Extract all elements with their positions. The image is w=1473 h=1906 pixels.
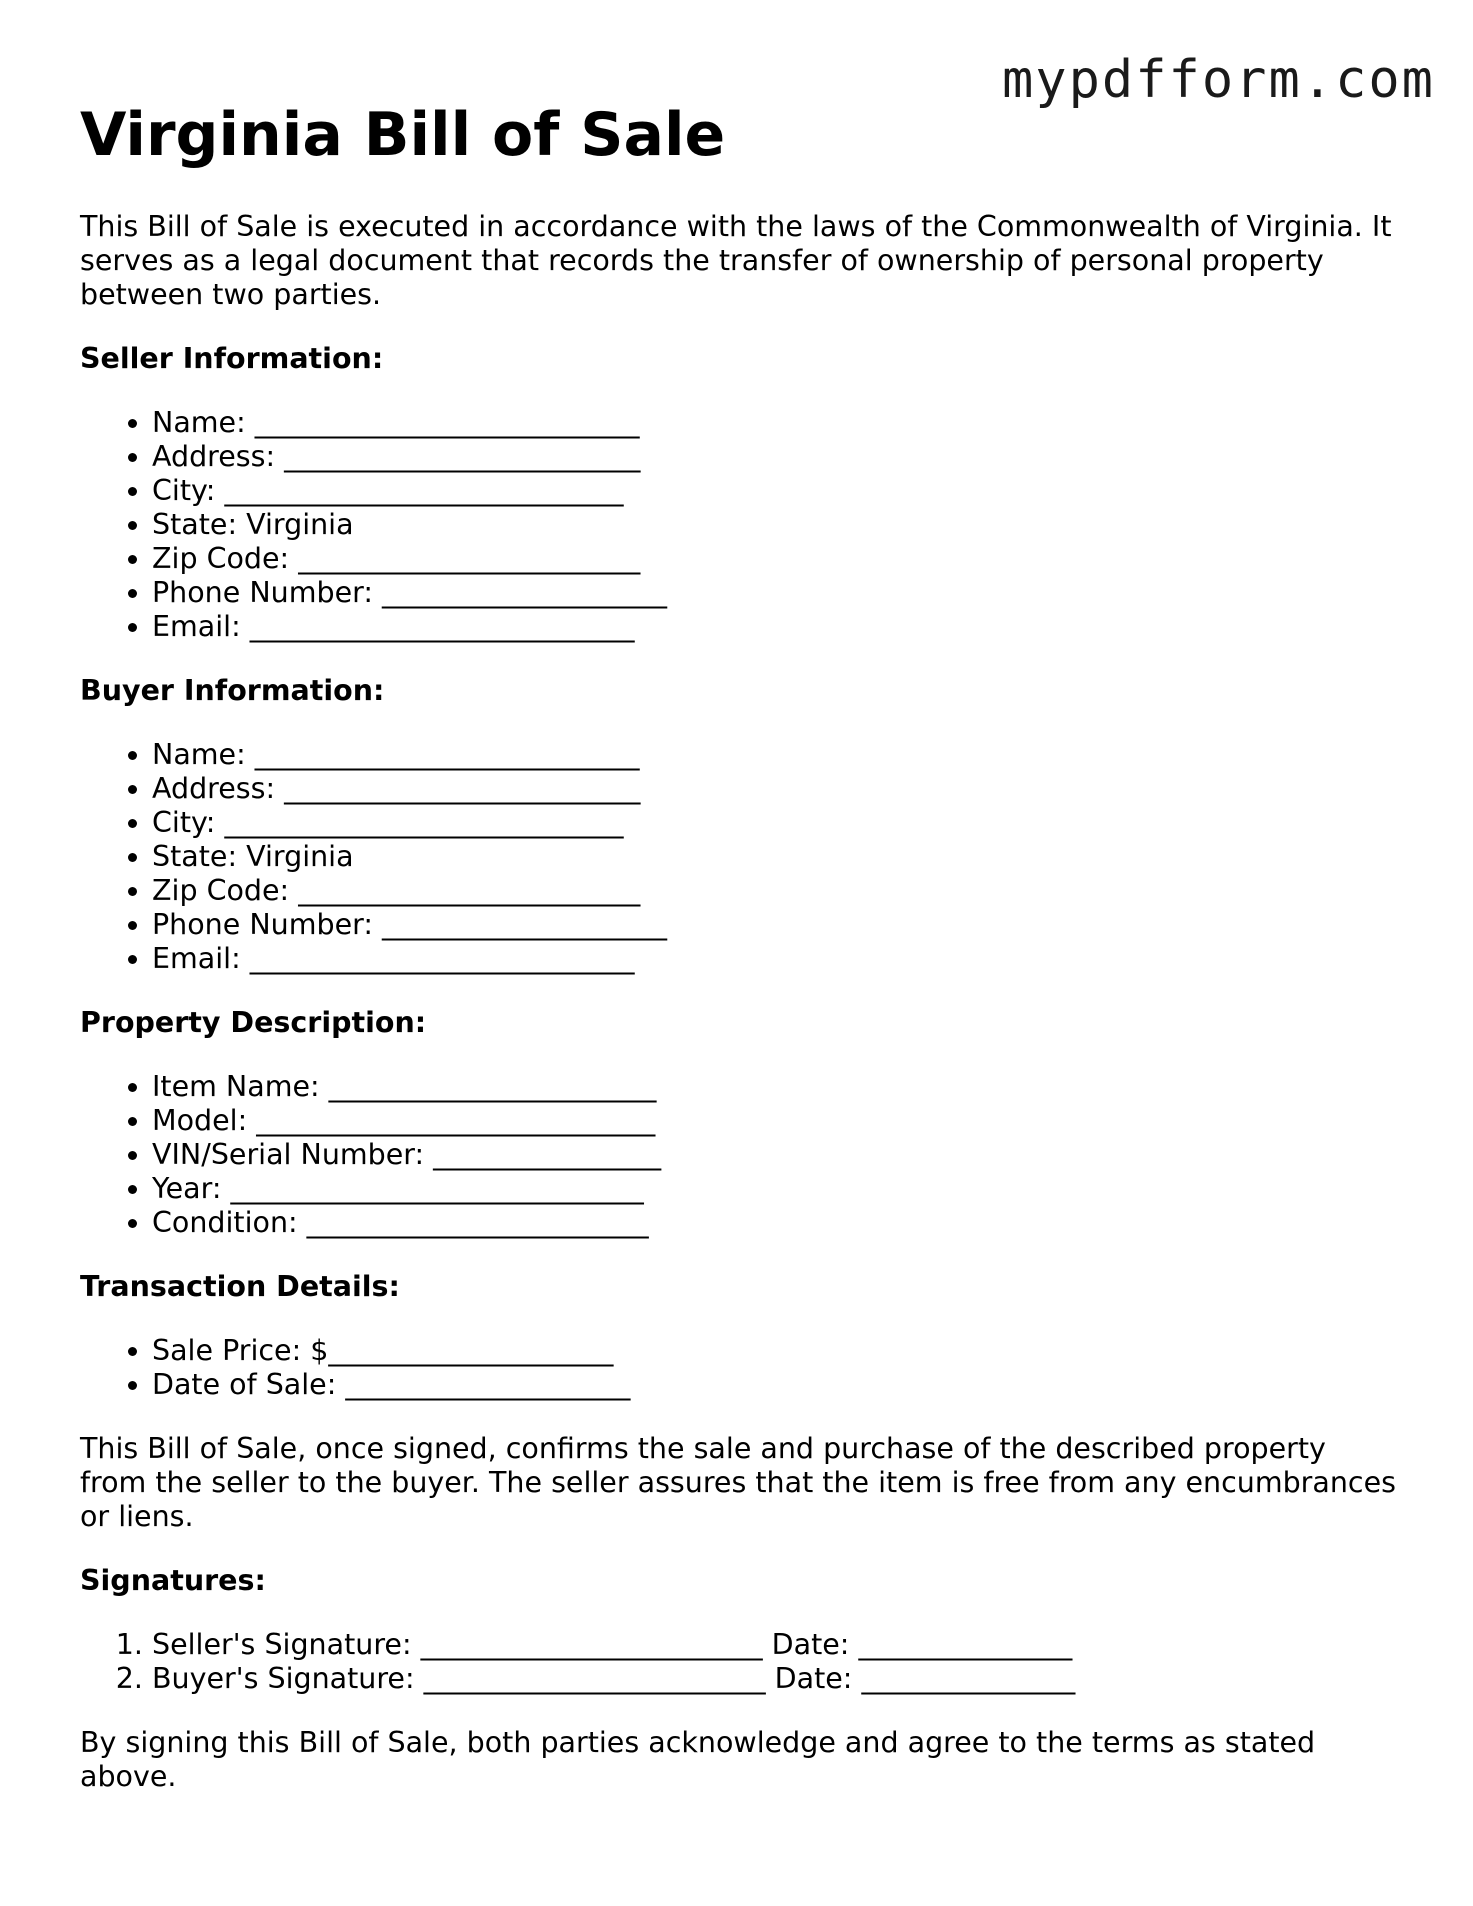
intro-paragraph: This Bill of Sale is executed in accordance with the laws of the Commonwealth of Virginia. It serves as a legal document that records the transfer of ownership of personal property between two parties. [80, 210, 1392, 311]
confirmation-paragraph: This Bill of Sale, once signed, confirms the sale and purchase of the described property from the seller to the buyer. The seller assures that the item is free from any encumbrances or liens. [80, 1432, 1396, 1533]
buyer-city-field: • City: ____________________________ [152, 806, 1400, 840]
property-list [80, 1070, 1400, 1240]
date-of-sale-field: • Date of Sale: ____________________ [152, 1368, 1400, 1402]
property-item-name-field: • Item Name: _______________________ [152, 1070, 1400, 1104]
buyer-name-field: • Name: ___________________________ [152, 738, 1400, 772]
buyer-list [80, 738, 1400, 976]
watermark-text: mypdfform.com [1002, 50, 1435, 110]
seller-zip-field: • Zip Code: ________________________ [152, 542, 1400, 576]
seller-name-field: • Name: ___________________________ [152, 406, 1400, 440]
buyer-state-field: • State: Virginia [152, 840, 1400, 874]
seller-state-field: • State: Virginia [152, 508, 1400, 542]
buyer-phone-field: • Phone Number: ____________________ [152, 908, 1400, 942]
buyer-email-field: • Email: ___________________________ [152, 942, 1400, 976]
buyer-zip-field: • Zip Code: ________________________ [152, 874, 1400, 908]
buyer-heading: Buyer Information: [80, 674, 385, 707]
property-model-field: • Model: ____________________________ [152, 1104, 1400, 1138]
property-vin-field: • VIN/Serial Number: ________________ [152, 1138, 1400, 1172]
seller-address-field: • Address: _________________________ [152, 440, 1400, 474]
property-condition-field: • Condition: ________________________ [152, 1206, 1400, 1240]
document-title: Virginia Bill of Sale [80, 100, 726, 170]
signatures-list [80, 1628, 1400, 1696]
seller-signature-line: 1. Seller's Signature: ________________________ Date: _______________ [152, 1628, 1400, 1662]
seller-email-field: • Email: ___________________________ [152, 610, 1400, 644]
sale-price-field: • Sale Price: $____________________ [152, 1334, 1400, 1368]
seller-list [80, 406, 1400, 644]
transaction-heading: Transaction Details: [80, 1270, 400, 1303]
seller-heading: Seller Information: [80, 342, 384, 375]
seller-city-field: • City: ____________________________ [152, 474, 1400, 508]
signatures-heading: Signatures: [80, 1564, 266, 1597]
transaction-list [80, 1334, 1400, 1402]
seller-phone-field: • Phone Number: ____________________ [152, 576, 1400, 610]
buyer-address-field: • Address: _________________________ [152, 772, 1400, 806]
buyer-signature-line: 2. Buyer's Signature: ________________________ Date: _______________ [152, 1662, 1400, 1696]
property-heading: Property Description: [80, 1006, 427, 1039]
closing-paragraph: By signing this Bill of Sale, both parties acknowledge and agree to the terms as stated above. [80, 1726, 1316, 1793]
document-body [80, 100, 1400, 1824]
property-year-field: • Year: _____________________________ [152, 1172, 1400, 1206]
